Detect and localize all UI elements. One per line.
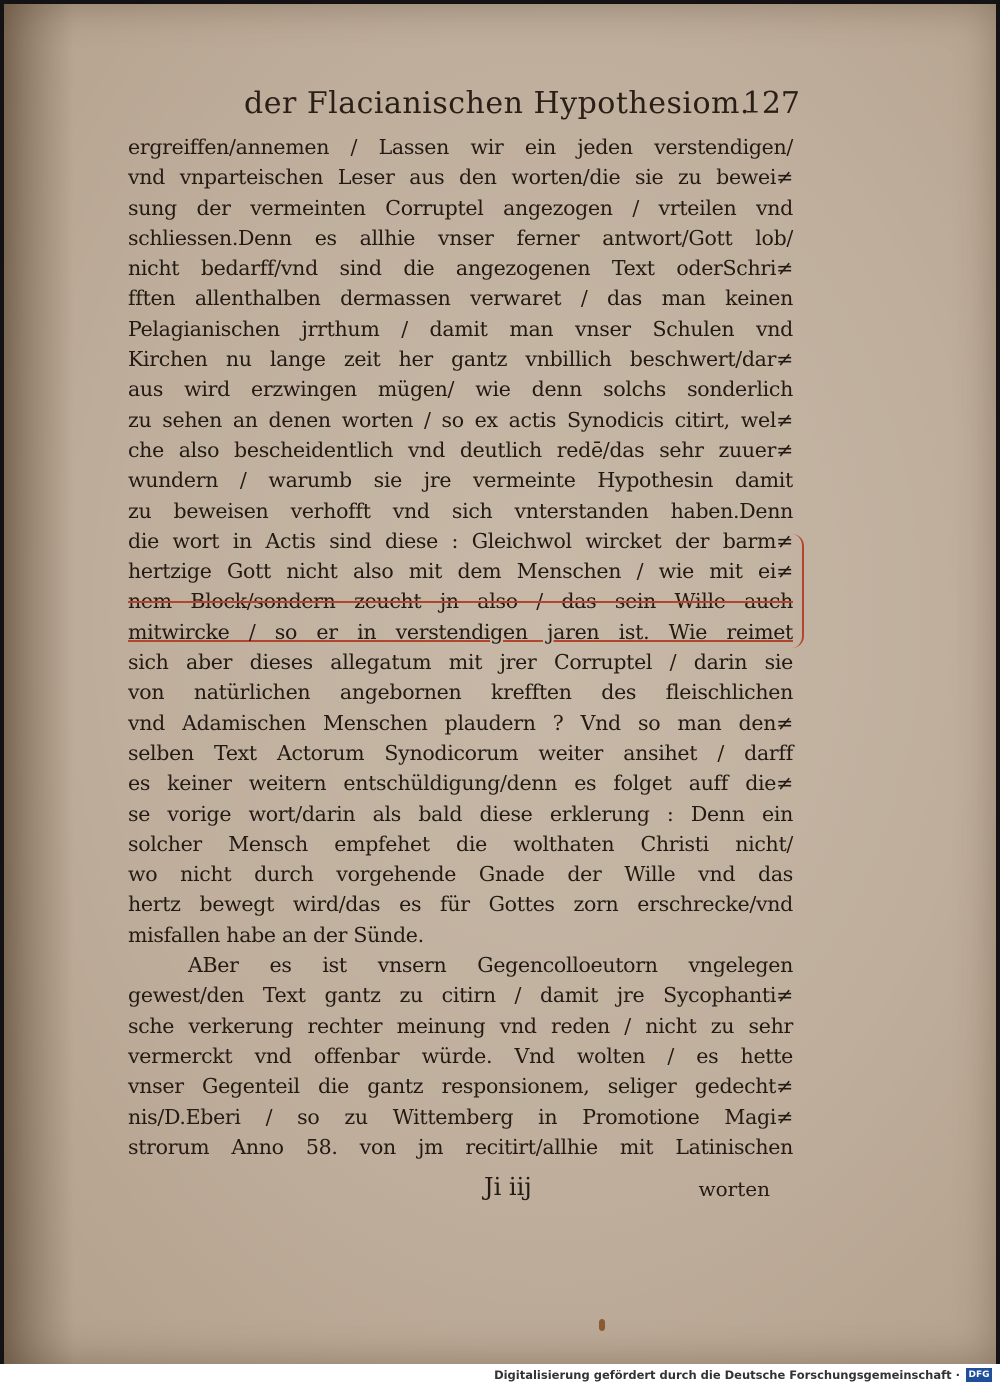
text-line: selben Text Actorum Synodicorum weiter ansihet / darff [128,740,793,765]
text-line: vnd Adamischen Menschen plaudern ? Vnd so man den≠ [128,710,793,735]
text-line: vnd vnparteischen Leser aus den worten/die sie zu bewei≠ [128,165,793,190]
catchword: worten [698,1177,770,1201]
text-line: vermerckt vnd offenbar würde. Vnd wolten / es hette [128,1043,793,1068]
margin-bracket-annotation [782,534,804,648]
text-line: solcher Mensch empfehet die wolthaten Christi nicht/ [128,831,793,856]
text-line-underlined: mitwircke / so er in verstendigen jaren ist. Wie reimet [128,619,793,644]
text-line: zu beweisen verhofft vnd sich vnterstanden haben.Denn [128,498,793,523]
dfg-logo: DFG [966,1368,992,1382]
text-line: strorum Anno 58. von jm recitirt/allhie mit Latinischen [128,1134,793,1159]
text-line: se vorige wort/darin als bald diese erklerung : Denn ein [128,801,793,826]
page-header [244,84,804,128]
text-line: vnser Gegenteil die gantz responsionem, seliger gedecht≠ [128,1074,793,1099]
text-line-struck: nem Block/sondern zeucht jn also / das sein Wille auch [128,589,793,614]
text-line: hertz bewegt wird/das es für Gottes zorn erschrecke/vnd [128,892,793,917]
text-line: sich aber dieses allegatum mit jrer Corruptel / darin sie [128,650,793,675]
text-line: sung der vermeinten Corruptel angezogen / vrteilen vnd [128,195,793,220]
text-line: ergreiffen/annemen / Lassen wir ein jeden verstendigen/ [128,135,793,159]
body-text [128,132,793,1162]
text-line: wo nicht durch vorgehende Gnade der Wille vnd das [128,862,793,887]
text-line: schliessen.Denn es allhie vnser ferner antwort/Gott lob/ [128,225,793,250]
text-line: Kirchen nu lange zeit her gantz vnbillich beschwert/dar≠ [128,347,793,372]
text-line: sche verkerung rechter meinung vnd reden / nicht zu sehr [128,1013,793,1038]
text-line: es keiner weitern entschüldigung/denn es folget auff die≠ [128,771,793,796]
running-head: der Flacianischen Hypothesiom. [244,86,751,121]
page-footer [484,1172,784,1206]
text-line: che also bescheidentlich vnd deutlich redē/das sehr zuuer≠ [128,437,793,462]
text-line: von natürlichen angebornen krefften des fleischlichen [128,680,793,705]
credit-bar [0,1364,1000,1387]
text-line: aus wird erzwingen mügen/ wie denn solchs sonderlich [128,377,793,402]
text-line: gewest/den Text gantz zu citirn / damit jre Sycophanti≠ [128,983,793,1008]
text-line: wundern / warumb sie jre vermeinte Hypothesin damit [128,468,793,493]
signature-mark: Ji iij [484,1173,532,1201]
text-line: zu sehen an denen worten / so ex actis Synodicis citirt, wel≠ [128,407,793,432]
funding-credit: Digitalisierung gefördert durch die Deutsche Forschungsgemeinschaft · [494,1368,960,1382]
text-line: Pelagianischen jrrthum / damit man vnser Schulen vnd [128,316,793,341]
text-line-paragraph-start: ABer es ist vnsern Gegencolloeutorn vngelegen [188,953,793,978]
text-line: die wort in Actis sind diese : Gleichwol wircket der barm≠ [128,528,793,553]
book-page [4,4,996,1364]
page-number: 127 [742,86,800,121]
text-line: nis/D.Eberi / so zu Wittemberg in Promotione Magi≠ [128,1104,793,1129]
text-line: misfallen habe an der Sünde. [128,922,424,947]
text-line: hertzige Gott nicht also mit dem Menschen / wie mit ei≠ [128,559,793,584]
text-line: fften allenthalben dermassen verwaret / das man keinen [128,286,793,311]
ink-stain [599,1319,605,1331]
text-line: nicht bedarff/vnd sind die angezogenen Text oderSchri≠ [128,256,793,281]
